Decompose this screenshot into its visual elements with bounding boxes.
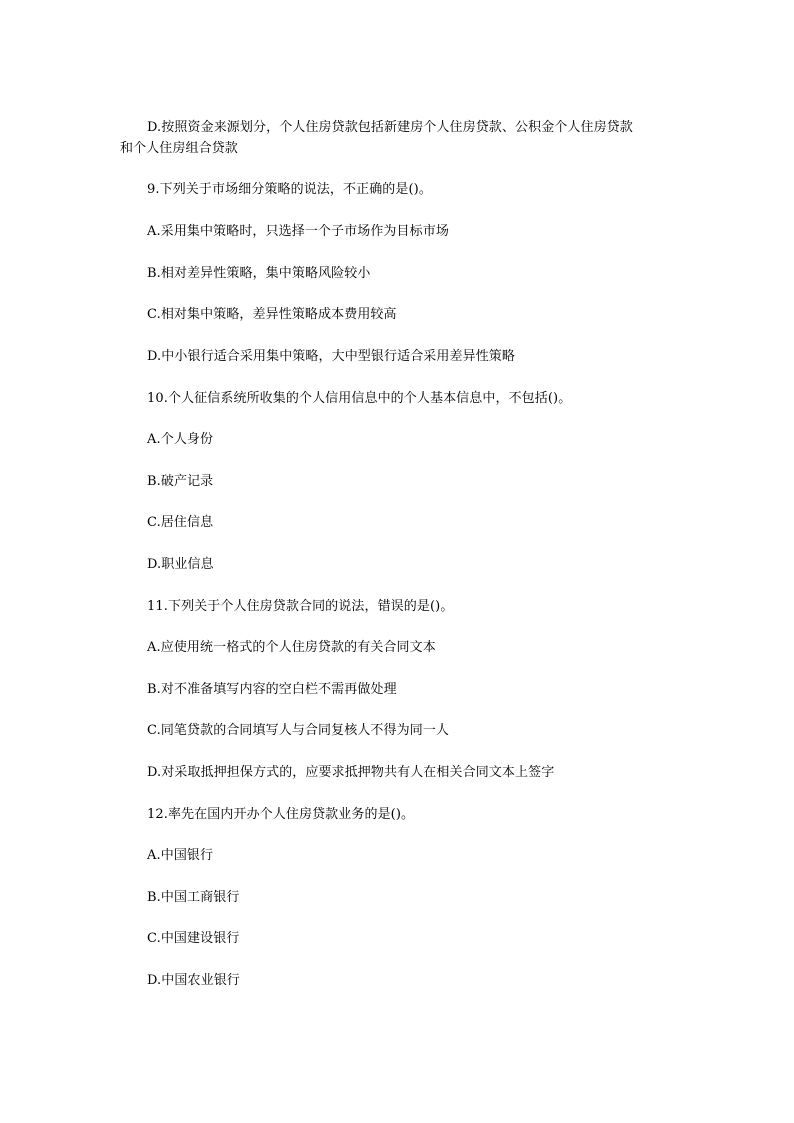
- question-11-option-c: C.同笔贷款的合同填写人与合同复核人不得为同一人: [147, 723, 450, 738]
- question-10-option-c: C.居住信息: [147, 515, 214, 530]
- question-10-option-b: B.破产记录: [147, 474, 214, 489]
- question-11-option-b: B.对不准备填写内容的空白栏不需再做处理: [147, 682, 397, 697]
- question-9-option-d: D.中小银行适合采用集中策略，大中型银行适合采用差异性策略: [147, 349, 515, 364]
- question-11-stem: 11.下列关于个人住房贷款合同的说法，错误的是()。: [147, 599, 454, 614]
- question-10-option-a: A.个人身份: [147, 432, 214, 447]
- question-9-option-b: B.相对差异性策略，集中策略风险较小: [147, 266, 371, 281]
- question-12-option-c: C.中国建设银行: [147, 931, 240, 946]
- question-12-option-b: B.中国工商银行: [147, 890, 240, 905]
- question-9-option-a: A.采用集中策略时，只选择一个子市场作为目标市场: [147, 224, 449, 239]
- question-9-option-c: C.相对集中策略，差异性策略成本费用较高: [147, 307, 397, 322]
- question-12-option-a: A.中国银行: [147, 848, 214, 863]
- question-10-option-d: D.职业信息: [147, 557, 214, 572]
- question-11-option-d: D.对采取抵押担保方式的，应要求抵押物共有人在相关合同文本上签字: [147, 765, 555, 780]
- intro-option-line-2: 和个人住房组合贷款: [120, 141, 238, 156]
- question-10-stem: 10.个人征信系统所收集的个人信用信息中的个人基本信息中，不包括()。: [147, 391, 572, 406]
- question-12-stem: 12.率先在国内开办个人住房贷款业务的是()。: [147, 807, 415, 822]
- question-12-option-d: D.中国农业银行: [147, 973, 240, 988]
- question-9-stem: 9.下列关于市场细分策略的说法，不正确的是()。: [147, 182, 432, 197]
- intro-option-line-1: D.按照资金来源划分，个人住房贷款包括新建房个人住房贷款、公积金个人住房贷款: [147, 120, 633, 135]
- question-11-option-a: A.应使用统一格式的个人住房贷款的有关合同文本: [147, 640, 436, 655]
